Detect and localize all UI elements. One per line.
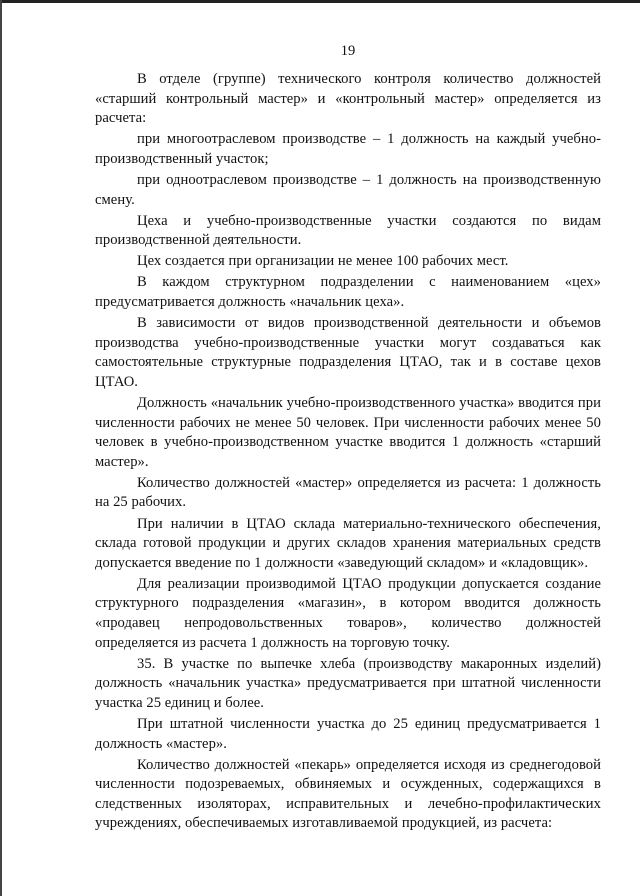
paragraph-production-sections: В зависимости от видов производственной деятельности и объемов производства учебно-производственные участки могут создаваться как самостоятельные структурные подразделения ЦТАО, так и в составе цехов ЦТАО. bbox=[95, 315, 601, 390]
scan-edge-left bbox=[0, 0, 2, 896]
paragraph-warehouses: При наличии в ЦТАО склада материально-технического обеспечения, склада готовой продукции и других складов хранения материальных средств допускается введение по 1 должности «заведующий складом» и «кладовщик». bbox=[95, 515, 601, 571]
paragraph-single-industry: при одноотраслевом производстве – 1 должность на производственную смену. bbox=[95, 171, 601, 208]
document-page bbox=[95, 42, 601, 836]
page-number: 19 bbox=[340, 43, 356, 59]
paragraph-section-head: Должность «начальник учебно-производственного участка» вводится при численности рабочих не менее 50 человек. При численности рабочих менее 50 человек в учебно-производственном участке вводится 1 должность «старший мастер». bbox=[95, 395, 601, 470]
paragraph-workshops-created: Цеха и учебно-производственные участки создаются по видам производственной деятельности. bbox=[95, 212, 601, 249]
paragraph-baker-count: Количество должностей «пекарь» определяется исходя из среднегодовой численности подозреваемых, обвиняемых и осужденных, содержащихся в следственных изоляторах, исправительных и лечебно-профилактических учреждениях, обеспечиваемых изготавливаемой продукцией, из расчета: bbox=[95, 756, 601, 832]
paragraph-shop: Для реализации производимой ЦТАО продукции допускается создание структурного подразделения «магазин», в котором вводится должность «продавец непродовольственных товаров», количество должностей определяется из расчета 1 должность на торговую точку. bbox=[95, 575, 601, 651]
paragraph-bakery-35: 35. В участке по выпечке хлеба (производству макаронных изделий) должность «начальник участка» предусматривается при штатной численности участка 25 единиц и более. bbox=[95, 655, 601, 711]
paragraph-multi-industry: при многоотраслевом производстве – 1 должность на каждый учебно-производственный участок; bbox=[95, 131, 601, 167]
paragraph-master-count: Количество должностей «мастер» определяется из расчета: 1 должность на 25 рабочих. bbox=[95, 474, 601, 511]
paragraph-workshop-100-places: Цех создается при организации не менее 100 рабочих мест. bbox=[137, 253, 509, 270]
paragraph-tech-control: В отделе (группе) технического контроля количество должностей «старший контрольный мастер» и «контрольный мастер» определяется из расчета: bbox=[95, 71, 601, 127]
paragraph-workshop-head: В каждом структурном подразделении с наименованием «цех» предусматривается должность «начальник цеха». bbox=[95, 274, 601, 311]
scan-edge-top bbox=[0, 0, 640, 3]
paragraph-bakery-master: При штатной численности участка до 25 единиц предусматривается 1 должность «мастер». bbox=[95, 716, 601, 752]
